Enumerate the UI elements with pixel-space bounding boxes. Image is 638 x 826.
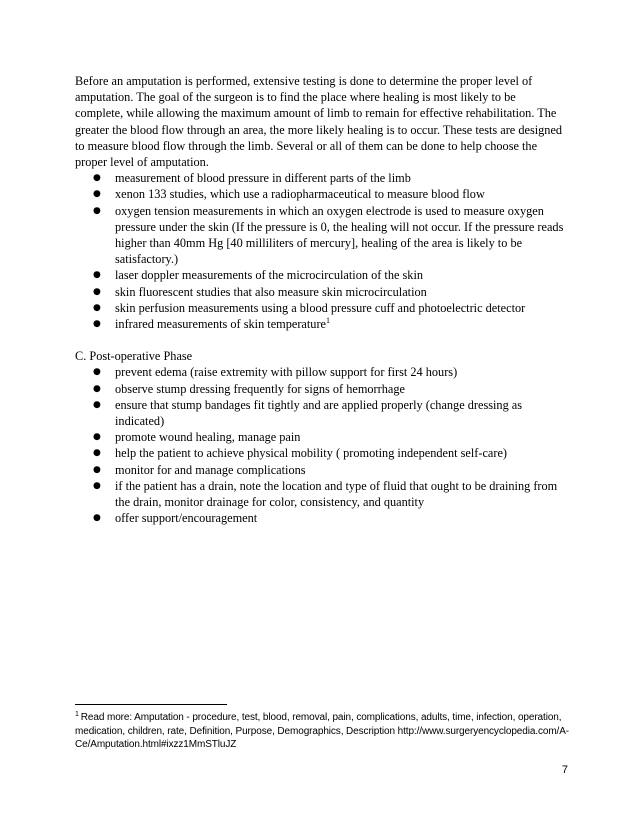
bullet-icon: ● [93, 432, 101, 443]
list-item: ● measurement of blood pressure in different parts of the limb [93, 171, 411, 186]
list-item: ● infrared measurements of skin temperature$^1$ [93, 315, 331, 332]
list-item: ● observe stump dressing frequently for signs of hemorrhage [93, 381, 405, 396]
footnote-text: Read more: Amputation - procedure, test, blood, removal, pain, complications, adults, time, infection, operation, medication, children, rate, Definition, Purpose, Demographics, Description http://www.surgeryencyclopedia.com/A-Ce/Amputation.html#ixzz1MmSTluJZ [75, 712, 570, 751]
bullet-icon: ● [93, 464, 101, 475]
list-item: ● ensure that stump bandages fit tightly and are applied properly (change dressing as indicated) [93, 397, 523, 429]
list-item: ● prevent edema (raise extremity with pillow support for first 24 hours) [93, 365, 458, 380]
bullet-icon: ● [93, 319, 101, 330]
list-item: ● if the patient has a drain, note the location and type of fluid that ought to be draining from the drain, monitor drainage for color, consistency, and quantity [93, 478, 558, 510]
bullet-icon: ● [93, 173, 101, 184]
bullet-icon: ● [93, 448, 101, 459]
section-heading: C. Post-operative Phase [75, 349, 193, 364]
bullet-icon: ● [93, 480, 101, 491]
list-item: ● monitor for and manage complications [93, 462, 306, 477]
bullet-icon: ● [93, 513, 101, 524]
footnote-divider [75, 704, 227, 705]
list-item: ● skin fluorescent studies that also measure skin microcirculation [93, 284, 427, 299]
bullet-icon: ● [93, 302, 101, 313]
bullet-icon: ● [93, 399, 101, 410]
footnote-reference[interactable]: 1 [326, 315, 331, 325]
footnote [75, 711, 570, 752]
list-item: ● laser doppler measurements of the microcirculation of the skin [93, 268, 424, 283]
body-content [75, 73, 565, 526]
post-op-list [75, 364, 565, 526]
tests-list [75, 170, 565, 332]
bullet-icon: ● [93, 286, 101, 297]
bullet-icon: ● [93, 205, 101, 216]
list-item: ● promote wound healing, manage pain [93, 430, 301, 445]
page-number: 7 [561, 764, 568, 776]
intro-paragraph: Before an amputation is performed, extensive testing is done to determine the proper level of amputation. The goal of the surgeon is to find the place where healing is most likely to be complete, while allowing the maximum amount of limb to remain for effective rehabilitation. The greater the blood flow through an area, the more likely healing is to occur. These tests are designed to measure blood flow through the limb. Several or all of them can be done to help choose the proper level of amputation. [75, 74, 563, 170]
list-item: ● oxygen tension measurements in which an oxygen electrode is used to measure oxygen pressure under the skin (If the pressure is 0, the healing will not occur. If the pressure reads higher than 40mm Hg [40 milliliters of mercury], healing of the area is likely to be satisfactory.) [93, 203, 564, 267]
list-item: ● offer support/encouragement [93, 511, 258, 526]
bullet-icon: ● [93, 270, 101, 281]
bullet-icon: ● [93, 367, 101, 378]
footnote-marker: 1 [75, 710, 79, 718]
bullet-icon: ● [93, 383, 101, 394]
list-item: ● skin perfusion measurements using a blood pressure cuff and photoelectric detector [93, 300, 526, 315]
list-item: ● xenon 133 studies, which use a radiopharmaceutical to measure blood flow [93, 187, 485, 202]
bullet-icon: ● [93, 189, 101, 200]
list-item: ● help the patient to achieve physical mobility ( promoting independent self-care) [93, 446, 508, 461]
